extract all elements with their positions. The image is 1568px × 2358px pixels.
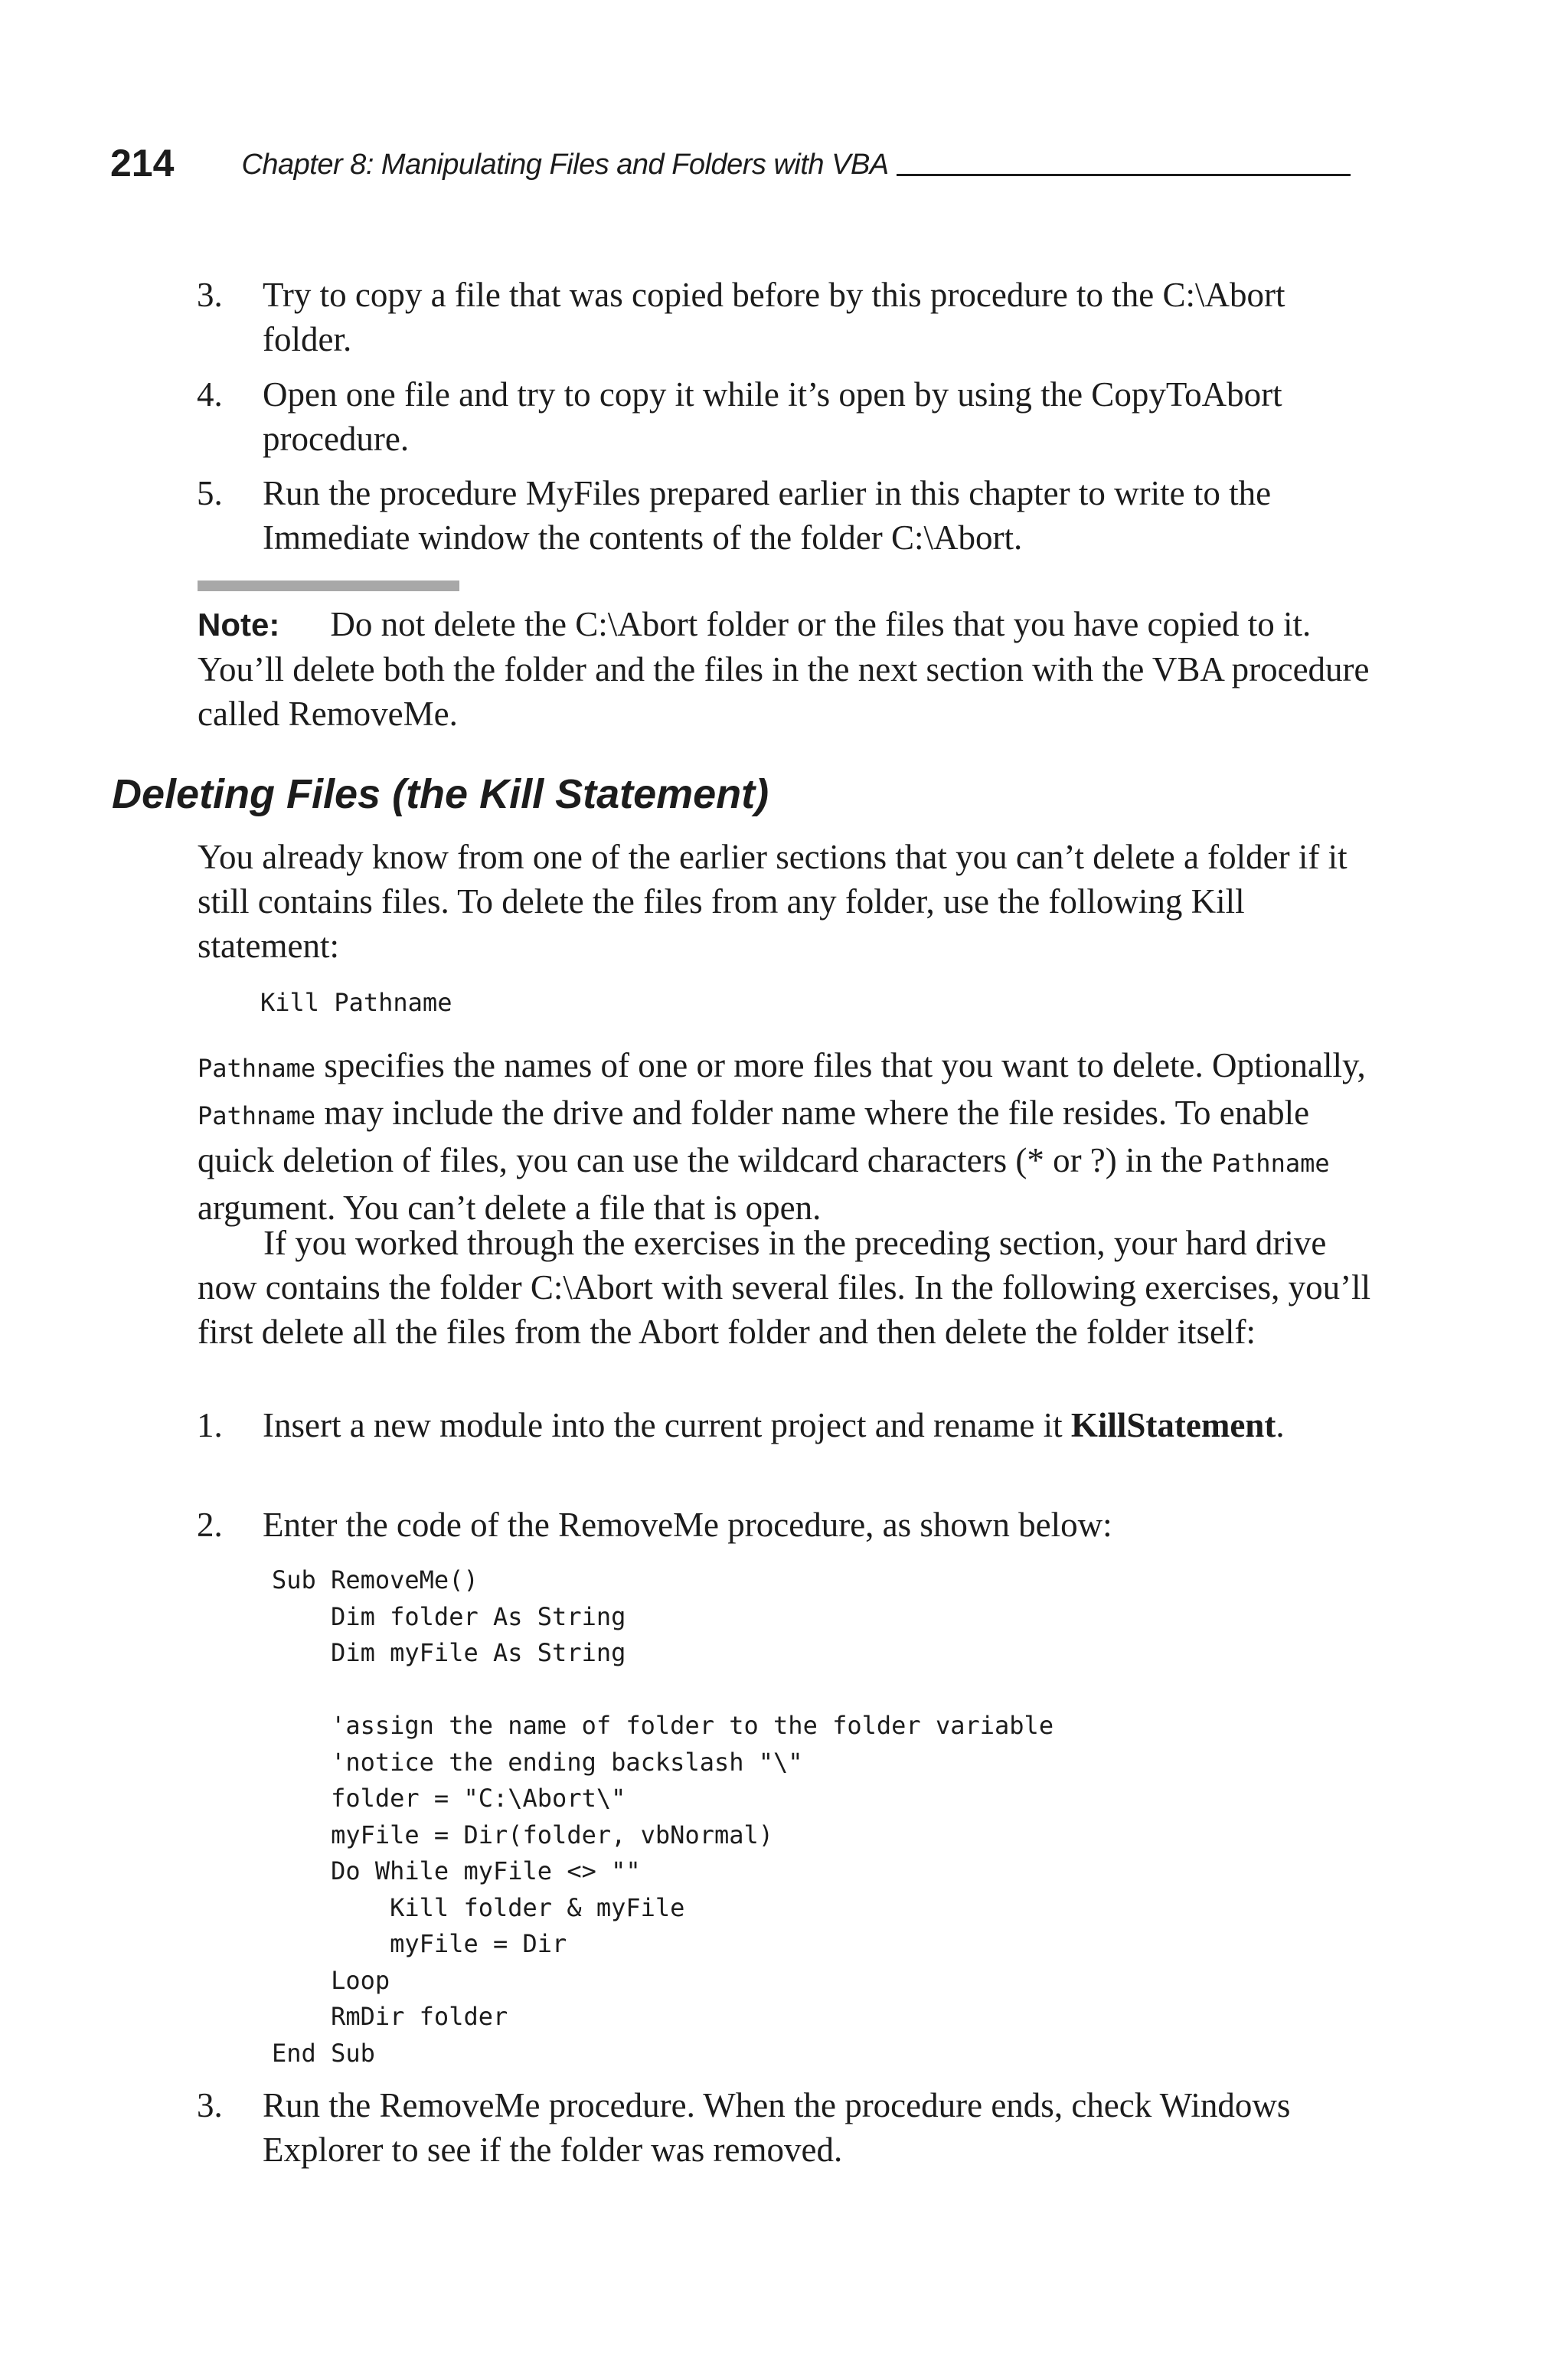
- list-text: Enter the code of the RemoveMe procedure, as shown below:: [263, 1506, 1112, 1544]
- step-text: Insert a new module into the current project and rename it: [263, 1406, 1071, 1444]
- header-rule: [897, 174, 1351, 176]
- list-text: Run the procedure MyFiles prepared earlier in this chapter to write to the Immediate window the contents of the folder C:\Abort.: [263, 474, 1272, 557]
- list-text: Open one file and try to copy it while it’s open by using the CopyToAbort procedure.: [263, 375, 1282, 458]
- step-end: .: [1276, 1406, 1285, 1444]
- list-number: 4.: [197, 375, 223, 414]
- list-number: 2.: [197, 1506, 223, 1544]
- note-label: Note:: [198, 607, 280, 643]
- list-item: [197, 1503, 1376, 1547]
- list-item: [197, 372, 1376, 461]
- list-item: [197, 2083, 1376, 2172]
- syntax-line: Kill Pathname: [260, 988, 452, 1017]
- paragraph-text: specifies the names of one or more files that you want to delete. Optionally,: [315, 1046, 1366, 1084]
- list-number: 3.: [197, 276, 223, 314]
- list-item: [197, 1403, 1376, 1447]
- chapter-title: Chapter 8: Manipulating Files and Folders with VBA: [241, 149, 889, 181]
- running-header: [110, 129, 1351, 185]
- list-number: 3.: [197, 2086, 223, 2124]
- exercise-paragraph: If you worked through the exercises in the preceding section, your hard drive now contains the folder C:\Abort with several files. In the following exercises, you’ll first delete all the files from the Abort folder and then delete the folder itself:: [198, 1224, 1371, 1351]
- inline-code: Pathname: [198, 1054, 316, 1083]
- list-text: [263, 1403, 1376, 1447]
- note-text: Do not delete the C:\Abort folder or the files that you have copied to it. You’ll delete both the folder and the files in the next section with the VBA procedure called RemoveMe.: [198, 605, 1370, 733]
- list-item: [197, 471, 1376, 560]
- list-number: 5.: [197, 474, 223, 512]
- list-text: Try to copy a file that was copied before by this procedure to the C:\Abort folder.: [263, 276, 1285, 358]
- list-number: 1.: [197, 1406, 223, 1444]
- list-item: [197, 273, 1376, 361]
- list-text: Run the RemoveMe procedure. When the procedure ends, check Windows Explorer to see if the folder was removed.: [263, 2086, 1291, 2169]
- page-number: 214: [110, 142, 175, 185]
- code-listing: Sub RemoveMe() Dim folder As String Dim myFile As String 'assign the name of folder to the folder variable 'notice the ending backslash "\" folder = "C:\Abort\" myFile = Dir(folder, vbNormal) Do While myFile <> "" Kill folder & myFile myFile = Dir Loop RmDir folder End Sub: [272, 1565, 1054, 2068]
- inline-code: Pathname: [1211, 1149, 1330, 1178]
- note-box: [198, 602, 1377, 736]
- section-heading: Deleting Files (the Kill Statement): [112, 771, 769, 817]
- inline-code: Pathname: [198, 1101, 316, 1130]
- note-divider: [198, 581, 459, 591]
- paragraph-text: argument. You can’t delete a file that is open.: [198, 1189, 822, 1227]
- pathname-paragraph: [198, 1043, 1378, 1230]
- paragraph-text: may include the drive and folder name where the file resides. To enable quick deletion of files, you can use the wildcard characters (* or ?) in the: [198, 1094, 1310, 1179]
- module-name: KillStatement: [1070, 1406, 1276, 1444]
- intro-paragraph: You already know from one of the earlier sections that you can’t delete a folder if it still contains files. To delete the files from any folder, use the following Kill statement:: [198, 838, 1348, 965]
